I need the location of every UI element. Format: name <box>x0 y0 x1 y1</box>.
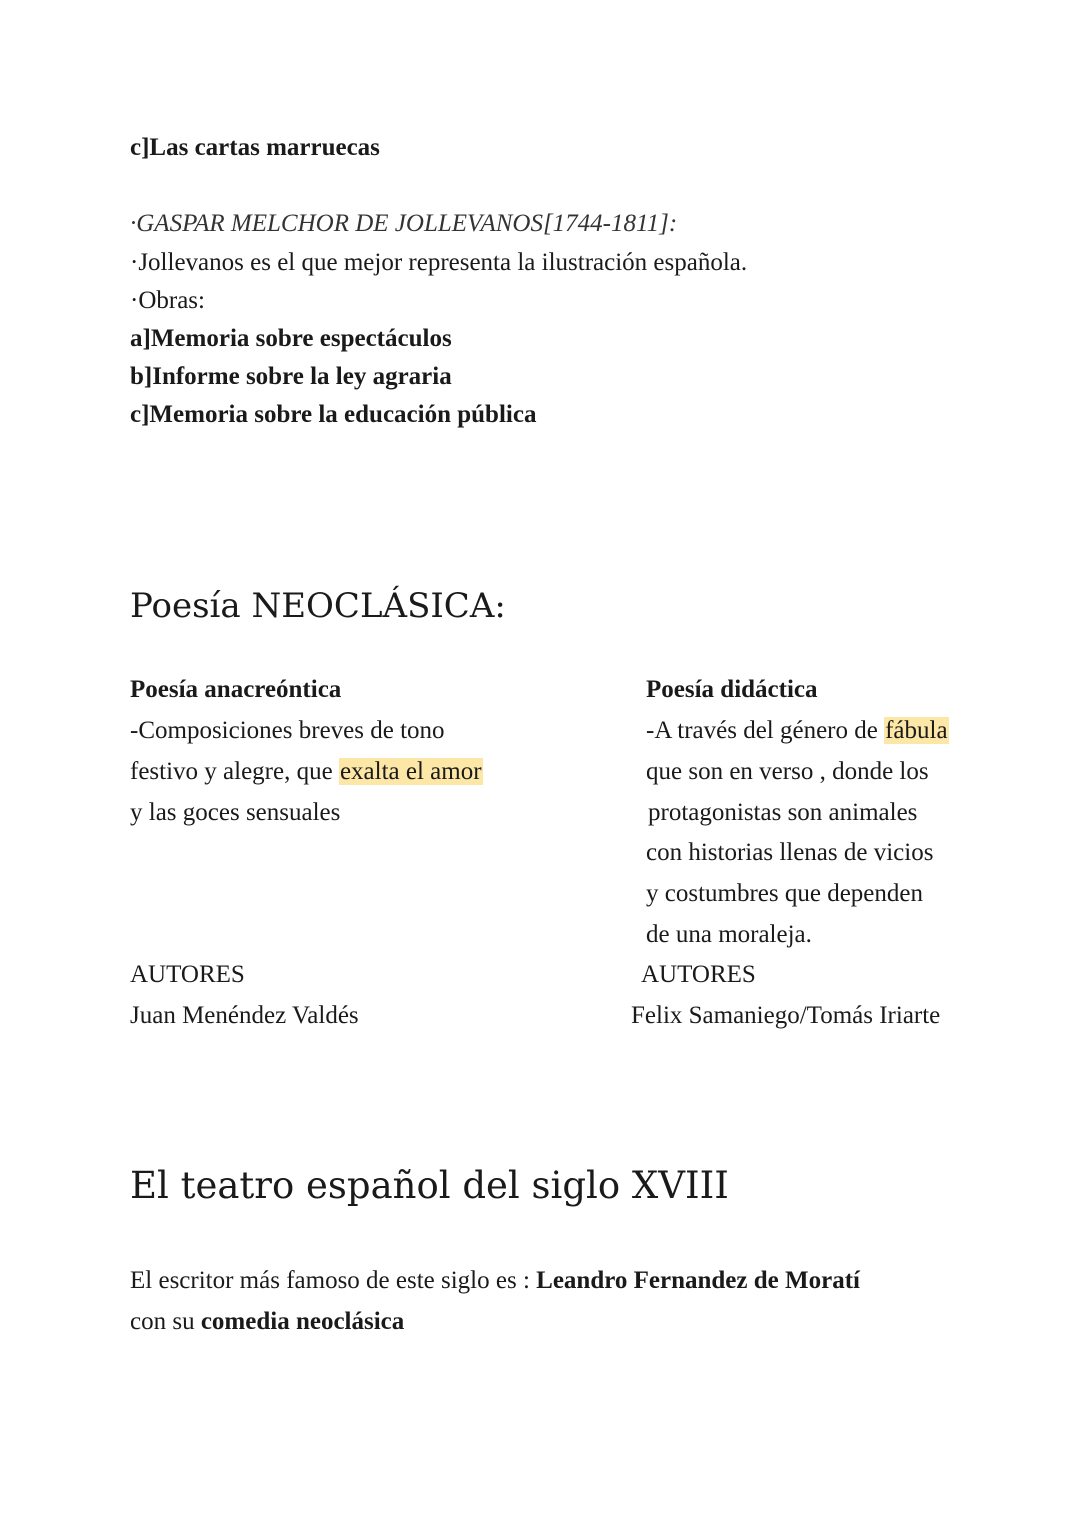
anacreontica-line-2 <box>130 757 483 787</box>
didactica-line-2: que son en verso , donde los <box>646 758 929 785</box>
obra-item-c: c]Memoria sobre la educación pública <box>130 401 537 428</box>
didactica-line-1-text: -A través del género de <box>646 717 885 744</box>
autores-right: Felix Samaniego/Tomás Iriarte <box>631 1002 941 1029</box>
didactica-line-5: y costumbres que dependen <box>646 880 924 907</box>
obra-cartas-marruecas: c]Las cartas marruecas <box>130 134 380 161</box>
poesia-anacreontica-title: Poesía anacreóntica <box>130 676 342 703</box>
didactica-line-1 <box>646 716 949 746</box>
teatro-line-1 <box>130 1266 860 1296</box>
didactica-line-6: de una moraleja. <box>646 921 812 948</box>
author-description: ·Jollevanos es el que mejor representa la ilustración española. <box>130 249 748 276</box>
autores-label-right: AUTORES <box>641 961 756 988</box>
obra-item-a: a]Memoria sobre espectáculos <box>130 325 452 352</box>
poesia-didactica-title: Poesía didáctica <box>646 676 818 703</box>
poesia-heading: Poesía NEOCLÁSICA: <box>130 586 506 626</box>
teatro-heading: El teatro español del siglo XVIII <box>130 1164 729 1207</box>
teatro-comedia: comedia neoclásica <box>200 1308 405 1335</box>
highlight-fabula: fábula <box>885 717 948 744</box>
anacreontica-line-3: y las goces sensuales <box>130 799 341 826</box>
teatro-author-name: Leandro Fernandez de Moratí <box>536 1267 860 1294</box>
teatro-line-1-text: El escritor más famoso de este siglo es : <box>130 1267 537 1294</box>
obra-item-b: b]Informe sobre la ley agraria <box>130 363 452 390</box>
didactica-line-3: protagonistas son animales <box>648 799 918 826</box>
author-heading-jovellanos: ·GASPAR MELCHOR DE JOLLEVANOS[1744-1811]: <box>130 210 678 237</box>
highlight-exalta-el-amor: exalta el amor <box>339 758 482 785</box>
obras-label: ·Obras: <box>130 287 205 314</box>
anacreontica-line-1: -Composiciones breves de tono <box>130 717 445 744</box>
teatro-line-2-text: con su <box>130 1308 201 1335</box>
autores-left: Juan Menéndez Valdés <box>130 1002 359 1029</box>
didactica-line-4: con historias llenas de vicios <box>646 839 934 866</box>
anacreontica-line-2-text: festivo y alegre, que <box>130 758 339 785</box>
teatro-line-2 <box>130 1307 404 1337</box>
autores-label-left: AUTORES <box>130 961 245 988</box>
